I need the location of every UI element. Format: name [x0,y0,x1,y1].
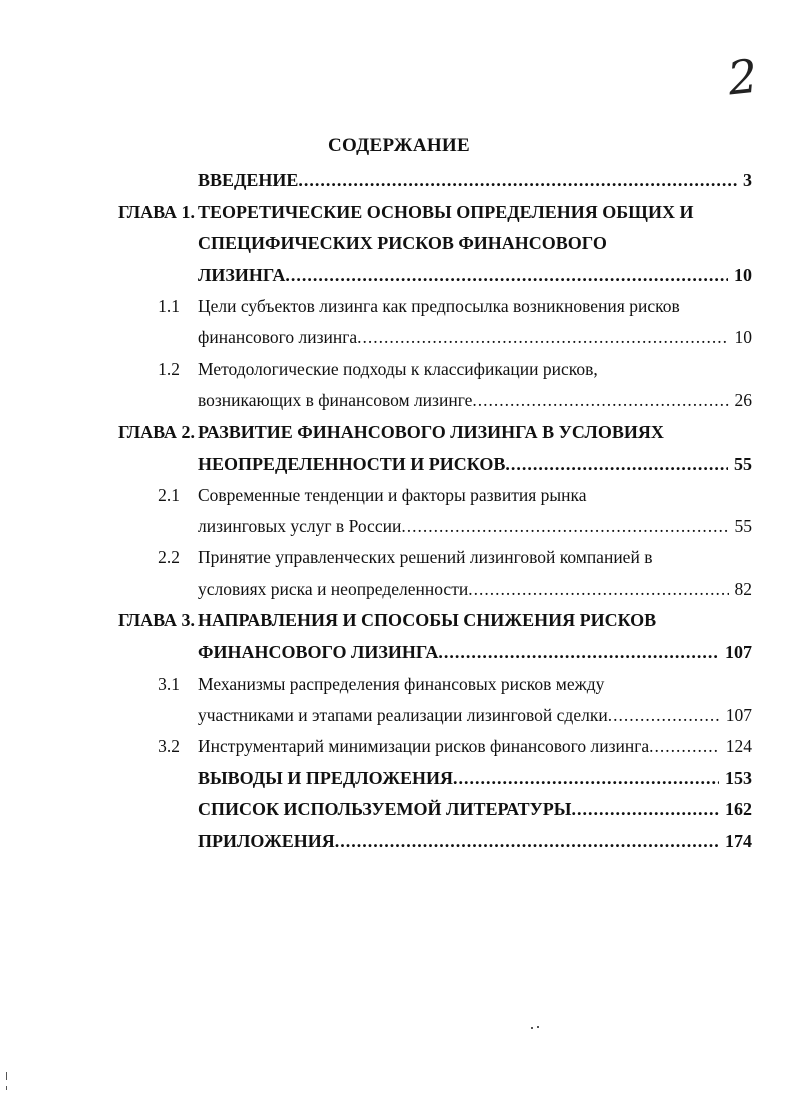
section-number: 1.2 [158,359,180,379]
toc-entry-label: ВЫВОДЫ И ПРЕДЛОЖЕНИЯ [198,768,454,788]
toc-page-number: 107 [725,705,752,725]
toc-page-number: 3 [743,170,752,190]
section-title-line: Инструментарий минимизации рисков финансового лизинга [198,736,650,756]
section-title-line[interactable]: Современные тенденции и факторы развития рынка [198,485,587,505]
toc-entry-section-2-1[interactable] [198,512,752,540]
toc-page-number: 153 [725,768,752,788]
toc-entry-section-3-2[interactable] [198,732,752,760]
toc-title: СОДЕРЖАНИЕ [328,135,470,156]
section-title-line: лизинговых услуг в России [198,516,402,536]
section-title-line[interactable]: Механизмы распределения финансовых рисков между [198,674,605,694]
toc-page-number: 10 [734,265,752,285]
toc-entry-chapter-3[interactable] [198,638,752,666]
toc-entry-chapter-2[interactable] [198,450,752,478]
leader-dots [438,638,719,666]
toc-entry-chapter-1[interactable] [198,261,752,289]
leader-dots [505,450,728,478]
toc-page-number: 174 [725,831,752,851]
section-title-line: условиях риска и неопределенности [198,579,469,599]
scan-speck [531,1027,533,1029]
scan-speck [6,1072,7,1080]
toc-page-number: 26 [734,390,752,410]
section-title-line: возникающих в финансовом лизинге [198,390,473,410]
section-number: 2.2 [158,547,180,567]
toc-page-number: 55 [734,454,752,474]
section-number: 3.1 [158,674,180,694]
section-number: 3.2 [158,736,180,756]
leader-dots [649,732,720,760]
toc-entry-intro[interactable] [198,166,752,194]
leader-dots [357,323,728,351]
toc-entry-section-1-1[interactable] [198,323,752,351]
chapter-label: ГЛАВА 3. [118,610,196,630]
leader-dots [608,701,720,729]
toc-entry-conclusions[interactable] [198,764,752,792]
toc-page-number: 82 [734,579,752,599]
toc-entry-appendices[interactable] [198,827,752,855]
leader-dots [571,795,719,823]
toc-page-number: 55 [734,516,752,536]
toc-entry-section-1-2[interactable] [198,386,752,414]
scan-speck [6,1086,7,1090]
leader-dots [335,827,719,855]
section-title-line[interactable]: Принятие управленческих решений лизинговой компанией в [198,547,653,567]
chapter-title-line[interactable]: ТЕОРЕТИЧЕСКИЕ ОСНОВЫ ОПРЕДЕЛЕНИЯ ОБЩИХ И [198,202,694,222]
chapter-title-line: НЕОПРЕДЕЛЕННОСТИ И РИСКОВ [198,454,506,474]
leader-dots [468,575,728,603]
handwritten-page-number: 2 [725,48,761,106]
chapter-title-line: ЛИЗИНГА [198,265,286,285]
leader-dots [401,512,728,540]
chapter-title-line[interactable]: РАЗВИТИЕ ФИНАНСОВОГО ЛИЗИНГА В УСЛОВИЯХ [198,422,664,442]
chapter-label: ГЛАВА 1. [118,202,196,222]
section-title-line[interactable]: Методологические подходы к классификации рисков, [198,359,598,379]
leader-dots [472,386,728,414]
toc-page-number: 107 [725,642,752,662]
toc-entry-label: ВВЕДЕНИЕ [198,170,299,190]
section-title-line: финансового лизинга [198,327,358,347]
section-number: 1.1 [158,296,180,316]
chapter-title-line: ФИНАНСОВОГО ЛИЗИНГА [198,642,439,662]
toc-page-number: 10 [734,327,752,347]
leader-dots [298,166,737,194]
section-title-line[interactable]: Цели субъектов лизинга как предпосылка возникновения рисков [198,296,680,316]
toc-entry-label: СПИСОК ИСПОЛЬЗУЕМОЙ ЛИТЕРАТУРЫ [198,799,572,819]
leader-dots [285,261,728,289]
leader-dots [453,764,719,792]
section-title-line: участниками и этапами реализации лизинговой сделки [198,705,608,725]
toc-entry-section-2-2[interactable] [198,575,752,603]
toc-entry-section-3-1[interactable] [198,701,752,729]
toc-entry-label: ПРИЛОЖЕНИЯ [198,831,335,851]
chapter-label: ГЛАВА 2. [118,422,196,442]
toc-page-number: 162 [725,799,752,819]
chapter-title-line[interactable]: СПЕЦИФИЧЕСКИХ РИСКОВ ФИНАНСОВОГО [198,233,607,253]
toc-page-number: 124 [725,736,752,756]
section-number: 2.1 [158,485,180,505]
toc-entry-references[interactable] [198,795,752,823]
chapter-title-line[interactable]: НАПРАВЛЕНИЯ И СПОСОБЫ СНИЖЕНИЯ РИСКОВ [198,610,657,630]
scan-speck [537,1026,539,1028]
